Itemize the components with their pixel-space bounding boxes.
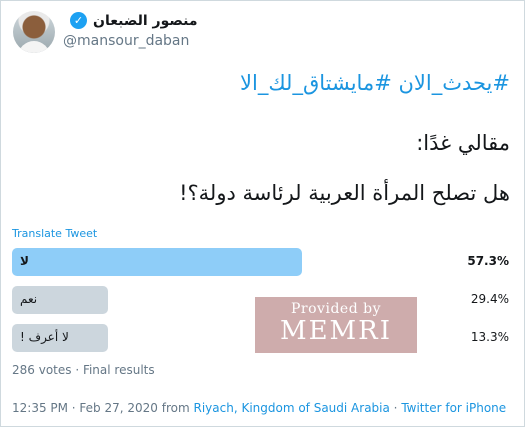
tweet-text-line-1: مقالي غدًا:: [416, 131, 510, 155]
avatar-shoulders: [18, 41, 50, 53]
hashtags-link[interactable]: #يحدث_الان #مايشتاق_لك_الا: [240, 71, 510, 95]
verified-badge-icon: ✓: [70, 12, 87, 29]
footer-separator: ·: [389, 401, 402, 415]
tweet-footer: [12, 401, 506, 415]
poll-percent: 13.3%: [470, 330, 509, 344]
avatar[interactable]: [13, 11, 55, 53]
poll-option-label: لا أعرف !: [20, 330, 69, 344]
tweet-header: [1, 1, 525, 61]
timestamp[interactable]: 12:35 PM · Feb 27, 2020 from: [12, 401, 194, 415]
poll-option: [12, 248, 517, 276]
user-handle[interactable]: @mansour_daban: [63, 33, 190, 49]
location-link[interactable]: Riyach, Kingdom of Saudi Arabia: [193, 401, 390, 415]
watermark-top-text: Provided by: [291, 301, 381, 317]
poll-summary: 286 votes · Final results: [12, 363, 155, 377]
watermark-brand: MEMRI: [279, 316, 393, 346]
poll-percent: 29.4%: [470, 292, 509, 306]
poll-option-label: لا: [20, 254, 29, 268]
poll-bar: [12, 248, 302, 276]
memri-watermark: [255, 297, 417, 353]
source-link[interactable]: Twitter for iPhone: [401, 401, 507, 415]
poll-option-label: نعم: [20, 292, 38, 306]
tweet-text-line-2: هل تصلح المرأة العربية لرئاسة دولة؟!: [179, 181, 510, 205]
display-name[interactable]: منصور الضبعان: [93, 13, 198, 29]
poll-percent: 57.3%: [467, 254, 509, 268]
translate-tweet-link[interactable]: Translate Tweet: [12, 227, 98, 240]
